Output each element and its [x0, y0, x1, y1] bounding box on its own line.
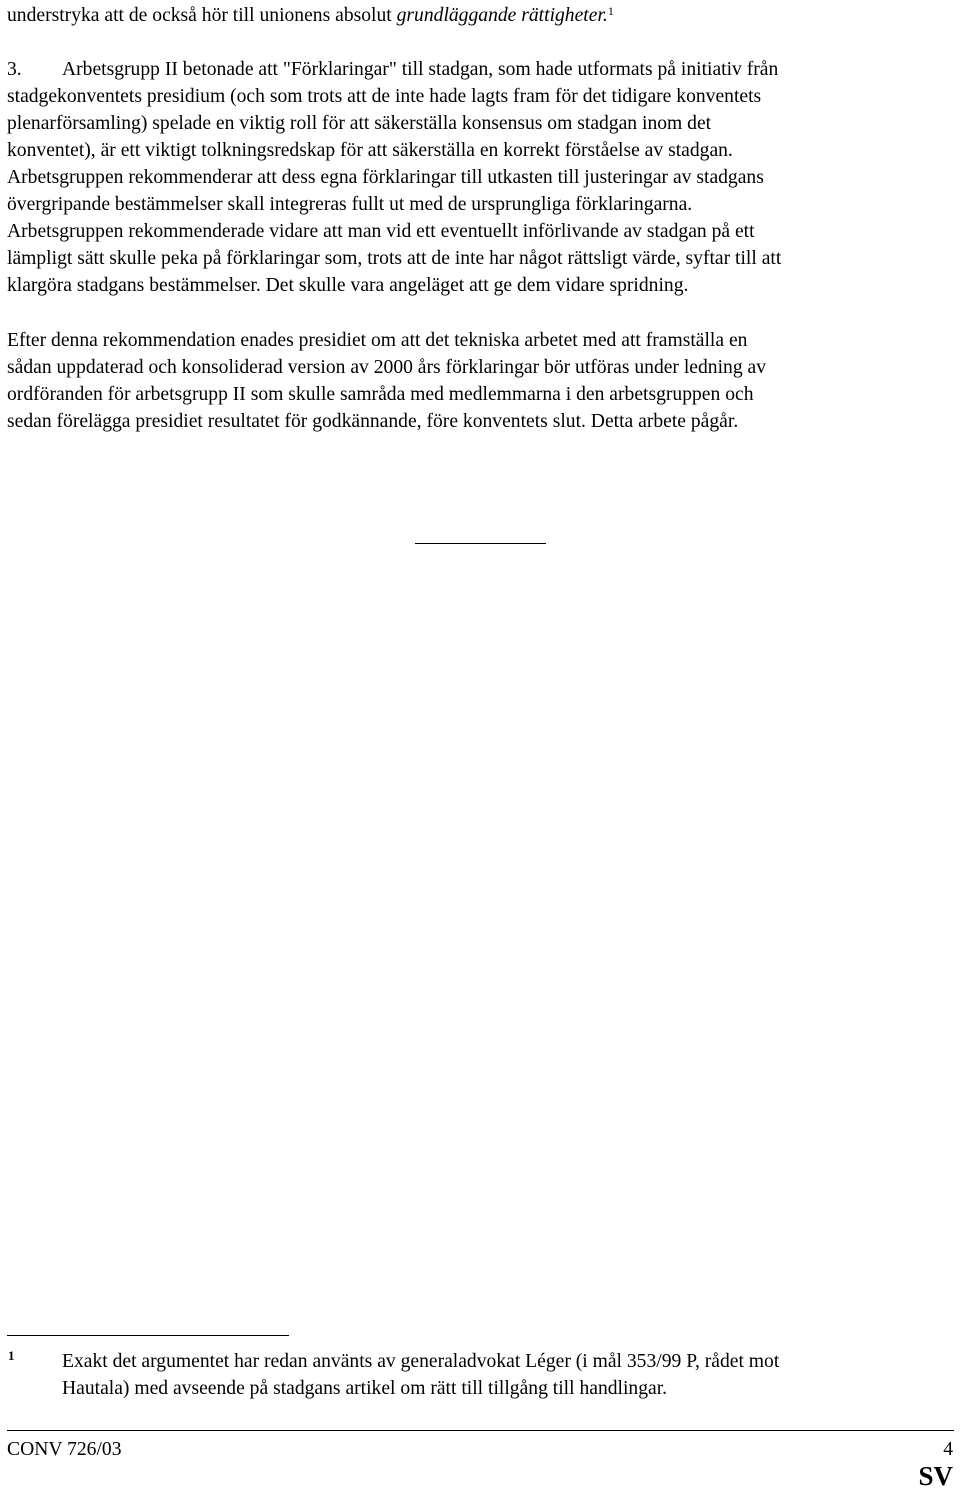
footnote-mark: 1: [8, 1348, 15, 1363]
body-line-4: plenarförsamling) spelade en viktig roll för att säkerställa konsensus om stadgan inom det: [7, 113, 712, 134]
end-separator-rule: [415, 543, 546, 544]
footnote-line-1: Exakt det argumentet har redan använts av generaladvokat Léger (i mål 353/99 P, rådet mot: [62, 1351, 780, 1372]
paragraph-number: 3.: [7, 59, 22, 80]
page-number: 4: [943, 1439, 953, 1460]
body-line-2: [7, 56, 778, 83]
body-line-6: Arbetsgruppen rekommenderar att dess egna förklaringar till utkasten till justeringar av stadgans: [7, 167, 764, 188]
body-line-7: övergripande bestämmelser skall integreras fullt ut med de ursprungliga förklaringarna.: [7, 194, 693, 215]
language-code: SV: [918, 1461, 953, 1491]
body-line-5: konventet), är ett viktigt tolkningsredskap för att säkerställa en korrekt förståelse av stadgan.: [7, 140, 733, 161]
body-line-8: Arbetsgruppen rekommenderade vidare att man vid ett eventuellt införlivande av stadgan på ett: [7, 221, 755, 242]
body-line-3: stadgekonventets presidium (och som trots att de inte hade lagts fram för det tidigare konventets: [7, 86, 762, 107]
italic-period: .: [602, 5, 608, 26]
italic-emphasis: grundläggande rättigheter: [396, 5, 603, 26]
body-line-2-text: Arbetsgrupp II betonade att "Förklaringar" till stadgan, som hade utformats på initiativ från: [62, 59, 779, 80]
footnote-reference[interactable]: 1: [607, 4, 614, 18]
body-line-10: klargöra stadgans bestämmelser. Det skulle vara angeläget att ge dem vidare spridning.: [7, 275, 689, 296]
body-line-1: [7, 2, 614, 29]
footnote-separator-rule: [7, 1335, 289, 1336]
body-line-13: ordföranden för arbetsgrupp II som skulle samråda med medlemmarna i den arbetsgruppen och: [7, 384, 754, 405]
footer-rule: [7, 1430, 954, 1431]
body-line-1-text: understryka att de också hör till unionens absolut: [7, 5, 397, 26]
body-line-14: sedan förelägga presidiet resultatet för godkännande, före konventets slut. Detta arbete pågår.: [7, 411, 739, 432]
document-id: CONV 726/03: [7, 1439, 122, 1460]
body-line-12: sådan uppdaterad och konsoliderad version av 2000 års förklaringar bör utföras under ledning av: [7, 357, 767, 378]
footnote-line-2: Hautala) med avseende på stadgans artikel om rätt till tillgång till handlingar.: [62, 1378, 668, 1399]
body-line-9: lämpligt sätt skulle peka på förklaringar som, trots att de inte har något rättsligt värde, syftar till att: [7, 248, 782, 269]
body-line-11: Efter denna rekommendation enades presidiet om att det tekniska arbetet med att framställa en: [7, 330, 748, 351]
